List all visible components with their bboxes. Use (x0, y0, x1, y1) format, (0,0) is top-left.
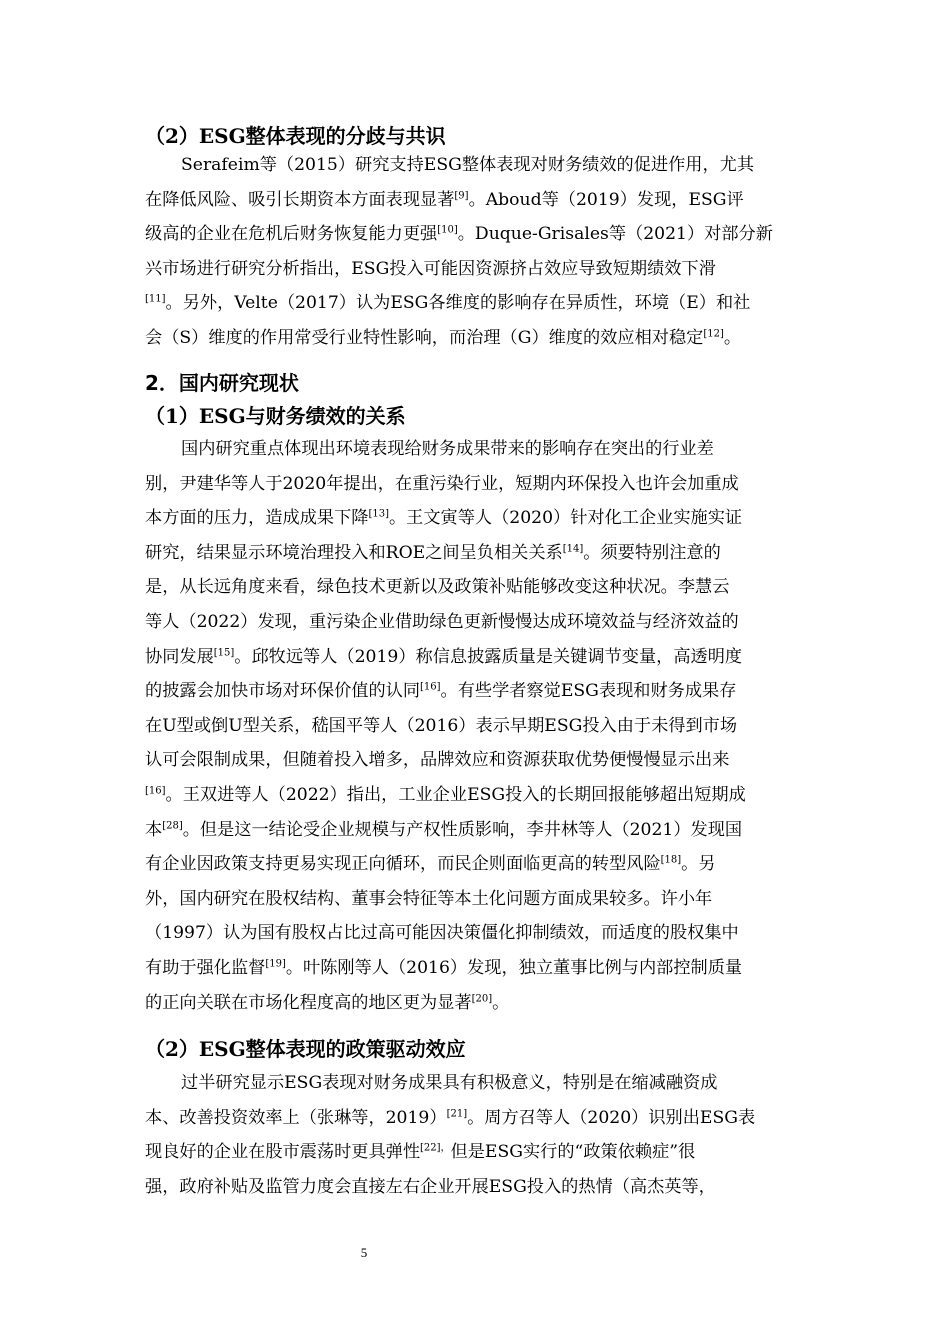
citation[interactable]: [18] (660, 854, 682, 866)
text-line: 研究，结果显示环境治理投入和ROE之间呈负相关关系[14]。须要特别注意的 (145, 542, 721, 563)
text-line: 在U型或倒U型关系，嵇国平等人（2016）表示早期ESG投入由于未得到市场 (145, 715, 738, 736)
text-line: 等人（2022）发现，重污染企业借助绿色更新慢慢达成环境效益与经济效益的 (145, 611, 739, 632)
text-line: 认可会限制成果，但随着投入增多，品牌效应和资源获取优势便慢慢显示出来 (145, 750, 730, 771)
citation[interactable]: [11] (145, 293, 166, 305)
text-line: 兴市场进行研究分析指出，ESG投入可能因资源挤占效应导致短期绩效下滑 (145, 258, 716, 279)
citation[interactable]: [28] (162, 819, 183, 831)
text-line: 的正向关联在市场化程度高的地区更为显著[20]。 (145, 992, 510, 1013)
text-line: 级高的企业在危机后财务恢复能力更强[10]。Duque-Grisales等（2021）对部分新 (145, 224, 773, 245)
citation[interactable]: [12] (703, 328, 724, 340)
text-line: 协同发展[15]。邱牧远等人（2019）称信息披露质量是关键调节变量，高透明度 (145, 646, 743, 667)
page-number: 5 (360, 1245, 368, 1260)
section-heading-esg-divergence: （2）ESG整体表现的分歧与共识 (145, 124, 446, 148)
citation[interactable]: [14] (562, 543, 584, 555)
section-heading-esg-financial: （1）ESG与财务绩效的关系 (145, 404, 406, 428)
text-line: 国内研究重点体现出环境表现给财务成果带来的影响存在突出的行业差 (181, 439, 714, 459)
paragraph-esg-financial (145, 432, 809, 1020)
text-line: 外，国内研究在股权结构、董事会特征等本土化问题方面成果较多。许小年 (145, 888, 713, 909)
citation[interactable]: [13] (368, 508, 389, 520)
text-line: [16]。王双进等人（2022）指出，工业企业ESG投入的长期回报能够超出短期成 (145, 784, 746, 805)
text-line: 有企业因政策支持更易实现正向循环，而民企则面临更高的转型风险[18]。另 (145, 854, 716, 875)
citation[interactable]: [21] (446, 1107, 468, 1119)
text-line: 会（S）维度的作用常受行业特性影响，而治理（G）维度的效应相对稳定[12]。 (145, 327, 742, 348)
citation[interactable]: [19] (265, 958, 286, 970)
text-line: 本、改善投资效率上（张琳等，2019）[21]。周方召等人（2020）识别出ESG表 (145, 1107, 756, 1128)
text-line: 是，从长远角度来看，绿色技术更新以及政策补贴能够改变这种状况。李慧云 (145, 577, 730, 598)
section-heading-policy-driven: （2）ESG整体表现的政策驱动效应 (145, 1037, 466, 1061)
text-line: 本[28]。但是这一结论受企业规模与产权性质影响，李井林等人（2021）发现国 (145, 819, 743, 840)
citation[interactable]: [20] (471, 992, 493, 1004)
text-line: （1997）认为国有股权占比过高可能因决策僵化抑制绩效，而适度的股权集中 (145, 923, 739, 944)
citation[interactable]: [9] (454, 189, 469, 201)
text-line: 在降低风险、吸引长期资本方面表现显著[9]。Aboud等（2019）发现，ESG评 (145, 189, 744, 210)
citation[interactable]: [10] (437, 224, 458, 236)
text-line: 的披露会加快市场对环保价值的认同[16]。有些学者察觉ESG表现和财务成果存 (145, 681, 737, 702)
section-heading-domestic-research: 2．国内研究现状 (145, 371, 299, 395)
text-line: 强，政府补贴及监管力度会直接左右企业开展ESG投入的热情（高杰英等， (145, 1176, 716, 1197)
citation[interactable]: [16] (145, 785, 166, 797)
paragraph-policy-driven (145, 1066, 809, 1204)
text-line: 别，尹建华等人于2020年提出，在重污染行业，短期内环保投入也许会加重成 (145, 473, 739, 494)
citation[interactable]: [16] (420, 681, 441, 693)
text-line: 有助于强化监督[19]。叶陈刚等人（2016）发现，独立董事比例与内部控制质量 (145, 957, 743, 978)
citation[interactable]: [15] (213, 646, 235, 658)
text-line: 本方面的压力，造成成果下降[13]。王文寅等人（2020）针对化工企业实施实证 (145, 508, 743, 529)
text-line: 过半研究显示ESG表现对财务成果具有积极意义，特别是在缩减融资成 (181, 1073, 718, 1093)
text-line: Serafeim等（2015）研究支持ESG整体表现对财务绩效的促进作用，尤其 (181, 155, 755, 175)
text-line: 现良好的企业在股市震荡时更具弹性$^{[22],}$但是ESG实行的“政策依赖症”很 (145, 1142, 696, 1163)
text-line: [11]。另外，Velte（2017）认为ESG各维度的影响存在异质性，环境（E）和社 (145, 293, 751, 314)
paragraph-esg-divergence (145, 148, 809, 356)
citation[interactable]: [22]， (420, 1142, 451, 1154)
